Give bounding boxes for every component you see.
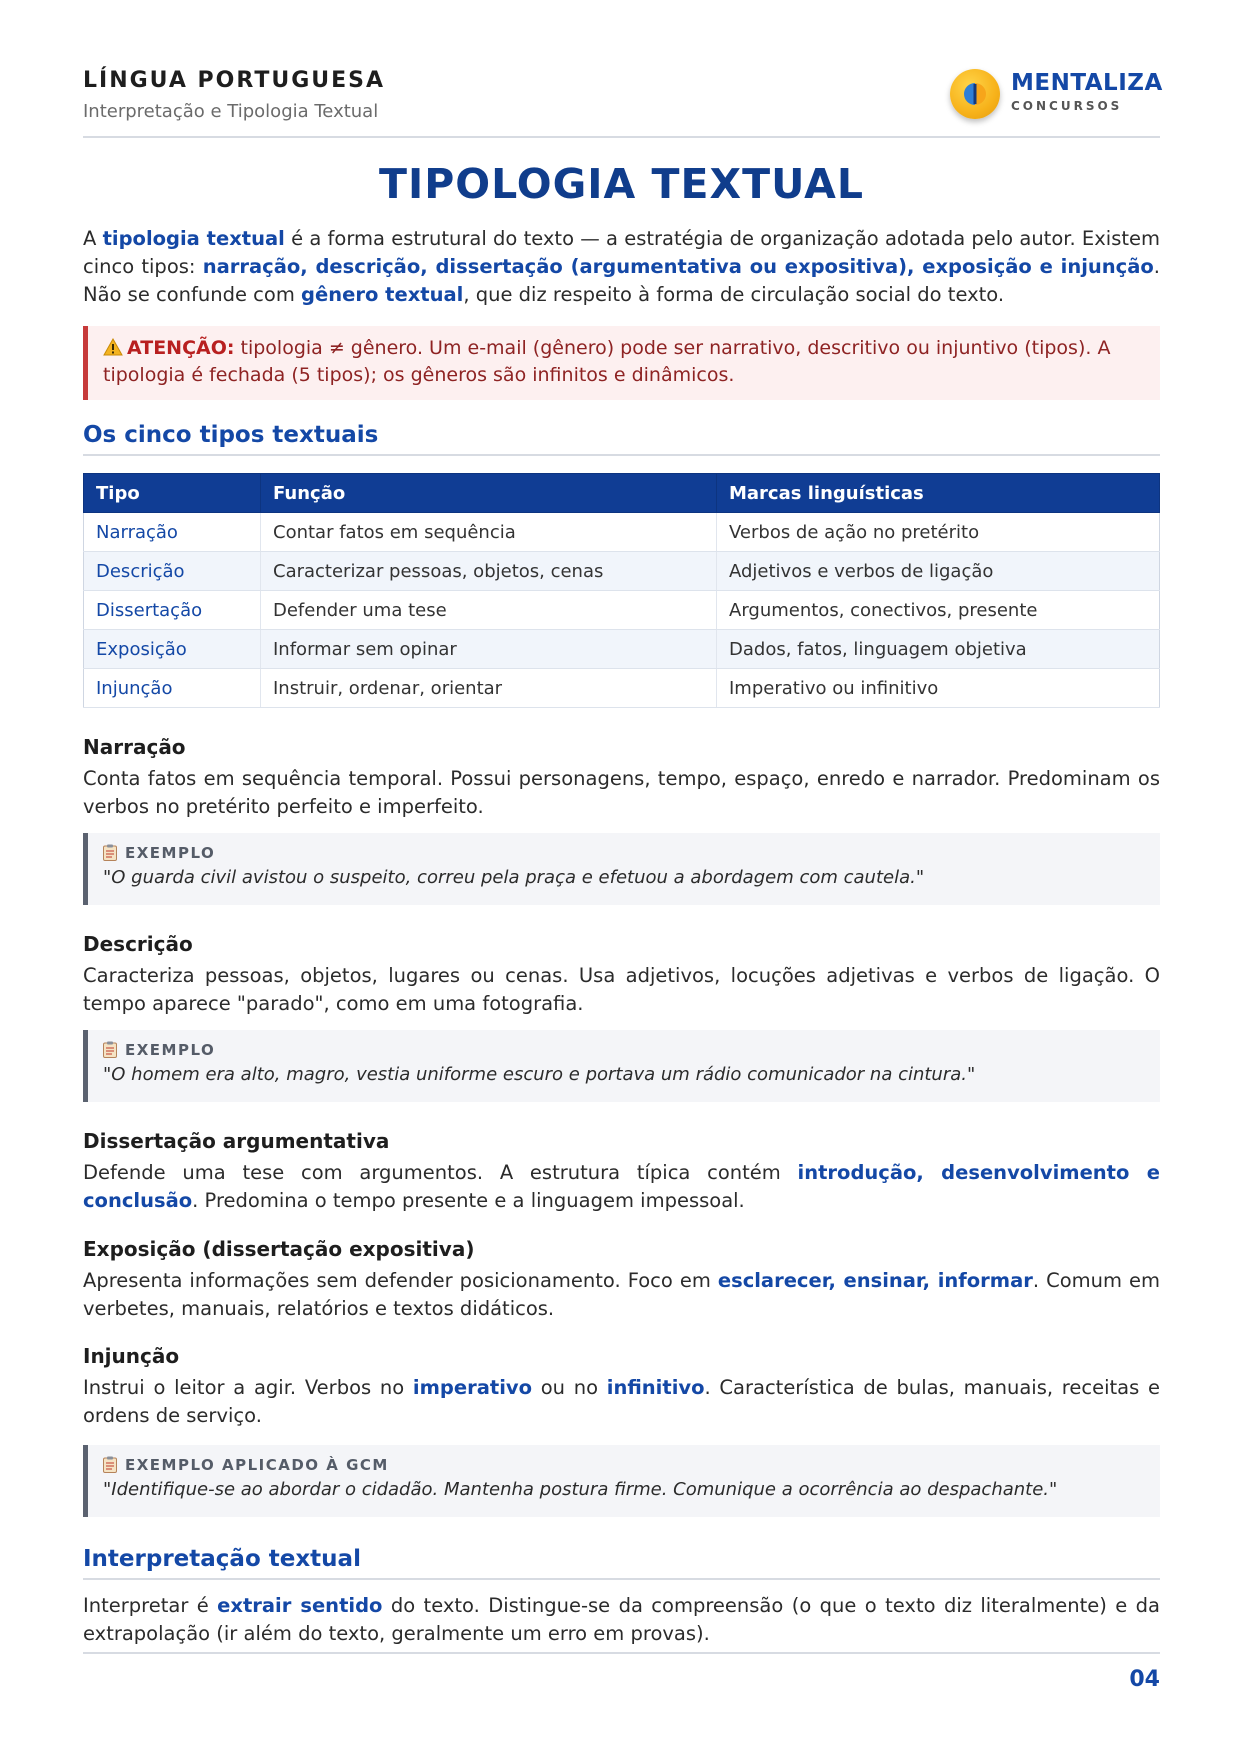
example-label-text: EXEMPLO xyxy=(125,844,216,862)
descricao-text: Caracteriza pessoas, objetos, lugares ou cenas. Usa adjetivos, locuções adjetivas e verbos de ligação. O tempo aparece "parado", como em uma fotografia. xyxy=(83,964,1160,1015)
table-cell: Argumentos, conectivos, presente xyxy=(717,591,1160,630)
dissertacao-highlight: introdução, desenvolvimento e conclusão xyxy=(83,1161,1160,1212)
clipboard-icon xyxy=(103,1041,117,1058)
table-cell: Adjetivos e verbos de ligação xyxy=(717,552,1160,591)
subject-title: LÍNGUA PORTUGUESA xyxy=(83,68,386,93)
attention-label: ATENÇÃO: xyxy=(127,337,235,359)
subtopic: Interpretação e Tipologia Textual xyxy=(83,101,379,122)
column-header: Marcas linguísticas xyxy=(717,474,1160,513)
interpretacao-text xyxy=(83,1592,1160,1647)
intro-text: , que diz respeito à forma de circulação social do texto. xyxy=(463,283,1005,306)
interpretacao-plain: do texto. Distingue-se da compreensão (o que o texto diz literalmente) e da extrapolação (ir além do texto, geralmente um erro em provas). xyxy=(83,1594,1160,1645)
page xyxy=(83,0,1163,1754)
injuncao-highlight: infinitivo xyxy=(606,1376,705,1399)
table-cell: Defender uma tese xyxy=(261,591,717,630)
interpretacao-highlight: extrair sentido xyxy=(217,1594,383,1617)
table-row xyxy=(84,669,1160,708)
footer-divider xyxy=(83,1652,1160,1654)
clipboard-icon xyxy=(103,1456,117,1473)
intro-highlight: gênero textual xyxy=(301,283,464,306)
table-cell: Dissertação xyxy=(84,591,261,630)
warning-icon xyxy=(103,338,123,356)
example-label-text: EXEMPLO xyxy=(125,1041,216,1059)
table-header-row xyxy=(84,474,1160,513)
injuncao-plain: . Característica de bulas, manuais, receitas e ordens de serviço. xyxy=(83,1376,1161,1427)
example-label xyxy=(103,1041,1146,1059)
intro-paragraph xyxy=(83,225,1160,309)
intro-text: . Não se confunde com xyxy=(83,255,1160,306)
table-cell: Caracterizar pessoas, objetos, cenas xyxy=(261,552,717,591)
page-number: 04 xyxy=(1129,1667,1160,1692)
example-text: "O guarda civil avistou o suspeito, correu pela praça e efetuou a abordagem com cautela." xyxy=(103,867,925,888)
page-title: TIPOLOGIA TEXTUAL xyxy=(379,160,864,208)
example-text: "O homem era alto, magro, vestia uniforme escuro e portava um rádio comunicador na cintura." xyxy=(103,1064,976,1085)
interpretacao-clip xyxy=(83,1589,1160,1647)
exposicao-text xyxy=(83,1267,1160,1323)
example-label xyxy=(103,1456,1146,1474)
brand-subtitle: CONCURSOS xyxy=(1011,99,1123,113)
subheading-narracao: Narração xyxy=(83,735,186,759)
table-cell: Instruir, ordenar, orientar xyxy=(261,669,717,708)
example-box-injuncao xyxy=(83,1445,1160,1517)
injuncao-highlight: imperativo xyxy=(412,1376,532,1399)
example-label-text: EXEMPLO APLICADO À GCM xyxy=(125,1456,389,1474)
table-row xyxy=(84,630,1160,669)
table-cell: Narração xyxy=(84,513,261,552)
subheading-descricao: Descrição xyxy=(83,932,193,956)
table-cell: Descrição xyxy=(84,552,261,591)
intro-highlight: narração, descrição, dissertação (argumentativa ou expositiva), exposição e injunção xyxy=(202,255,1154,278)
dissertacao-plain: . Predomina o tempo presente e a linguagem impessoal. xyxy=(192,1189,745,1212)
table-row xyxy=(84,513,1160,552)
intro-highlight: tipologia textual xyxy=(102,227,285,250)
brand-name: MENTALIZA xyxy=(1011,70,1163,96)
exposicao-highlight: esclarecer, ensinar, informar xyxy=(717,1269,1033,1292)
brand-logo-icon xyxy=(950,69,1000,119)
narracao-text: Conta fatos em sequência temporal. Possui personagens, tempo, espaço, enredo e narrador. Predominam os verbos no pretérito perfeito e imperfeito. xyxy=(83,767,1160,818)
clipboard-icon xyxy=(103,844,117,861)
column-header: Tipo xyxy=(84,474,261,513)
example-box-descricao xyxy=(83,1030,1160,1102)
exposicao-plain: . Comum em verbetes, manuais, relatórios e textos didáticos. xyxy=(83,1269,1160,1320)
table-cell: Verbos de ação no pretérito xyxy=(717,513,1160,552)
injuncao-plain: ou no xyxy=(532,1376,607,1399)
subheading-injuncao: Injunção xyxy=(83,1344,180,1368)
table-row xyxy=(84,591,1160,630)
intro-text: A xyxy=(83,227,103,250)
injuncao-plain: Instrui o leitor a agir. Verbos no xyxy=(83,1376,413,1399)
types-table xyxy=(83,473,1160,708)
table-cell: Imperativo ou infinitivo xyxy=(717,669,1160,708)
table-cell: Exposição xyxy=(84,630,261,669)
section-heading-types: Os cinco tipos textuais xyxy=(83,422,1160,456)
attention-text xyxy=(103,335,1146,389)
table-cell: Dados, fatos, linguagem objetiva xyxy=(717,630,1160,669)
attention-box xyxy=(83,326,1160,400)
column-header: Função xyxy=(261,474,717,513)
injuncao-text xyxy=(83,1374,1160,1430)
example-box-narracao xyxy=(83,833,1160,905)
section-heading-interpretacao: Interpretação textual xyxy=(83,1546,1160,1580)
table-row xyxy=(84,552,1160,591)
table-cell: Informar sem opinar xyxy=(261,630,717,669)
dissertacao-plain: Defende uma tese com argumentos. A estrutura típica contém xyxy=(83,1161,798,1184)
page-header xyxy=(83,66,1163,138)
brand xyxy=(950,66,1163,122)
table-cell: Injunção xyxy=(84,669,261,708)
example-text: "Identifique-se ao abordar o cidadão. Mantenha postura firme. Comunique a ocorrência ao despachante." xyxy=(103,1479,1058,1500)
example-label xyxy=(103,844,1146,862)
table-cell: Contar fatos em sequência xyxy=(261,513,717,552)
intro-text: é a forma estrutural do texto — a estratégia de organização adotada pelo autor. Existem cinco tipos: xyxy=(83,227,1160,278)
interpretacao-plain: Interpretar é xyxy=(83,1594,218,1617)
attention-body: tipologia ≠ gênero. Um e-mail (gênero) pode ser narrativo, descritivo ou injuntivo (tipos). A tipologia é fechada (5 tipos); os gêneros são infinitos e dinâmicos. xyxy=(103,337,1111,386)
dissertacao-text xyxy=(83,1159,1160,1215)
subheading-dissertacao: Dissertação argumentativa xyxy=(83,1129,390,1153)
subheading-exposicao: Exposição (dissertação expositiva) xyxy=(83,1237,475,1261)
exposicao-plain: Apresenta informações sem defender posicionamento. Foco em xyxy=(83,1269,718,1292)
